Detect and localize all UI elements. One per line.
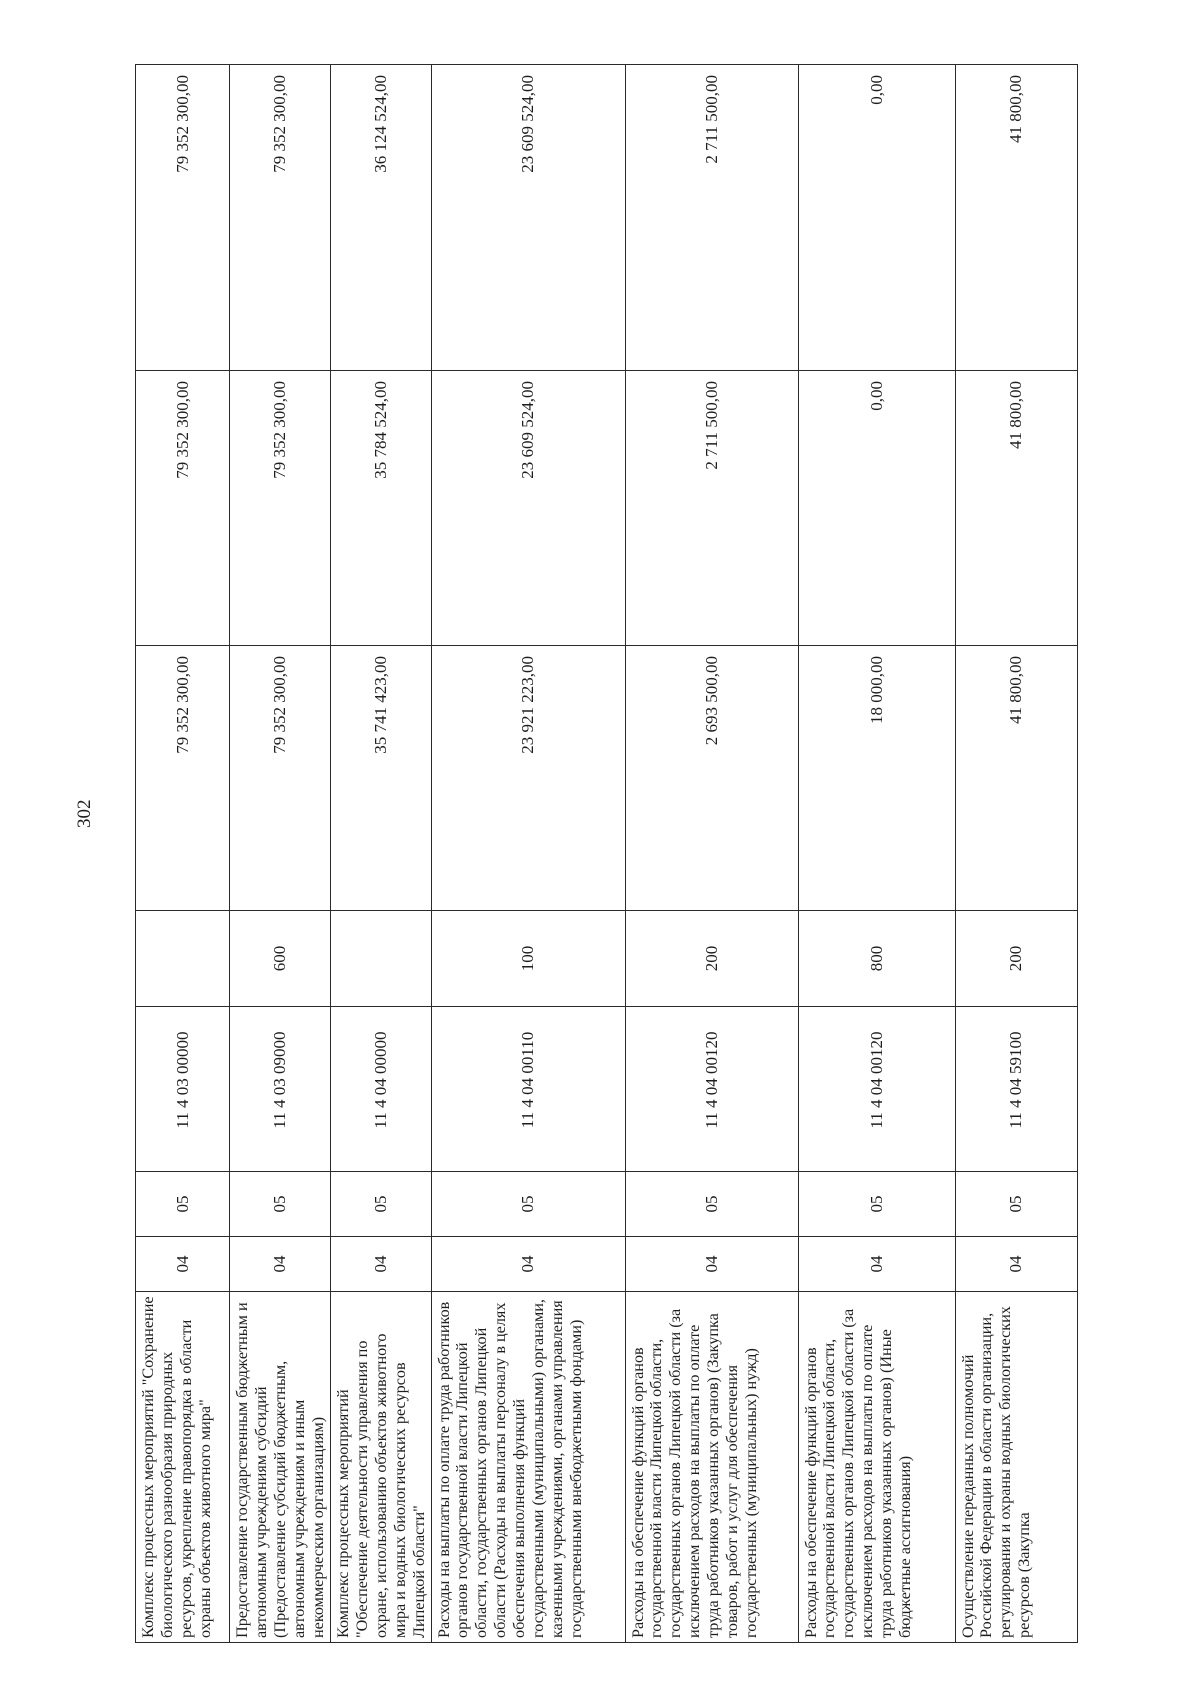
page-number: 302 [74, 799, 95, 828]
target-article-code: 11 4 04 00000 [330, 1007, 431, 1172]
target-article-code: 11 4 03 09000 [230, 1007, 331, 1172]
budget-table-body [136, 65, 1078, 1643]
amount-1: 23 921 223,00 [431, 646, 625, 911]
amount-3: 36 124 524,00 [330, 65, 431, 371]
section-code: 05 [625, 1172, 798, 1237]
expense-type-code: 800 [798, 911, 955, 1007]
target-article-code: 11 4 04 00120 [798, 1007, 955, 1172]
rotated-table-wrapper [135, 65, 1043, 1643]
amount-3: 79 352 300,00 [230, 65, 331, 371]
row-name: Предоставление государственным бюджетным и автономным учреждениям субсидий (Предоставление субсидий бюджетным, автономным учреждениям и иным некоммерческим организациям) [230, 1292, 331, 1643]
amount-1: 79 352 300,00 [230, 646, 331, 911]
table-row [136, 65, 230, 1643]
row-name: Осуществление переданных полномочий Российской Федерации в области организации, регулирования и охраны водных биологических ресурсов (Закупка [955, 1292, 1077, 1643]
amount-3: 2 711 500,00 [625, 65, 798, 371]
section-code: 05 [136, 1172, 230, 1237]
section-code: 05 [955, 1172, 1077, 1237]
amount-1: 79 352 300,00 [136, 646, 230, 911]
ved-code: 04 [330, 1237, 431, 1292]
target-article-code: 11 4 04 00120 [625, 1007, 798, 1172]
expense-type-code [136, 911, 230, 1007]
row-name: Расходы на выплаты по оплате труда работников органов государственной власти Липецкой области, государственных органов Липецкой области (Расходы на выплаты персоналу в целях обеспечения выполнения функций государственными (муниципальными) органами, казенными учреждениями, органами управления государственными внебюджетными фондами) [431, 1292, 625, 1643]
target-article-code: 11 4 04 59100 [955, 1007, 1077, 1172]
amount-2: 41 800,00 [955, 371, 1077, 646]
amount-2: 2 711 500,00 [625, 371, 798, 646]
amount-1: 41 800,00 [955, 646, 1077, 911]
row-name: Комплекс процессных мероприятий "Обеспечение деятельности управления по охране, использованию объектов животного мира и водных биологических ресурсов Липецкой области" [330, 1292, 431, 1643]
amount-1: 2 693 500,00 [625, 646, 798, 911]
ved-code: 04 [798, 1237, 955, 1292]
section-code: 05 [330, 1172, 431, 1237]
row-name: Расходы на обеспечение функций органов государственной власти Липецкой области, государственных органов Липецкой области (за исключением расходов на выплаты по оплате труда работников указанных органов) (Закупка товаров, работ и услуг для обеспечения государственных (муниципальных) нужд) [625, 1292, 798, 1643]
target-article-code: 11 4 04 00110 [431, 1007, 625, 1172]
ved-code: 04 [955, 1237, 1077, 1292]
section-code: 05 [798, 1172, 955, 1237]
table-row [625, 65, 798, 1643]
amount-3: 0,00 [798, 65, 955, 371]
expense-type-code: 200 [625, 911, 798, 1007]
amount-2: 0,00 [798, 371, 955, 646]
section-code: 05 [431, 1172, 625, 1237]
amount-1: 18 000,00 [798, 646, 955, 911]
table-row [230, 65, 331, 1643]
amount-1: 35 741 423,00 [330, 646, 431, 911]
amount-2: 23 609 524,00 [431, 371, 625, 646]
amount-2: 79 352 300,00 [136, 371, 230, 646]
amount-3: 41 800,00 [955, 65, 1077, 371]
budget-table [135, 64, 1078, 1643]
ved-code: 04 [431, 1237, 625, 1292]
table-row [798, 65, 955, 1643]
ved-code: 04 [625, 1237, 798, 1292]
amount-3: 79 352 300,00 [136, 65, 230, 371]
row-name: Расходы на обеспечение функций органов государственной власти Липецкой области, государственных органов Липецкой области (за исключением расходов на выплаты по оплате труда работников указанных органов) (Иные бюджетные ассигнования) [798, 1292, 955, 1643]
amount-2: 35 784 524,00 [330, 371, 431, 646]
section-code: 05 [230, 1172, 331, 1237]
ved-code: 04 [136, 1237, 230, 1292]
amount-2: 79 352 300,00 [230, 371, 331, 646]
target-article-code: 11 4 03 00000 [136, 1007, 230, 1172]
table-row [330, 65, 431, 1643]
expense-type-code: 200 [955, 911, 1077, 1007]
expense-type-code [330, 911, 431, 1007]
amount-3: 23 609 524,00 [431, 65, 625, 371]
table-row [955, 65, 1077, 1643]
ved-code: 04 [230, 1237, 331, 1292]
expense-type-code: 100 [431, 911, 625, 1007]
expense-type-code: 600 [230, 911, 331, 1007]
row-name: Комплекс процессных мероприятий "Сохранение биологического разнообразия природных ресурсов, укрепление правопорядка в области охраны объектов животного мира" [136, 1292, 230, 1643]
table-row [431, 65, 625, 1643]
